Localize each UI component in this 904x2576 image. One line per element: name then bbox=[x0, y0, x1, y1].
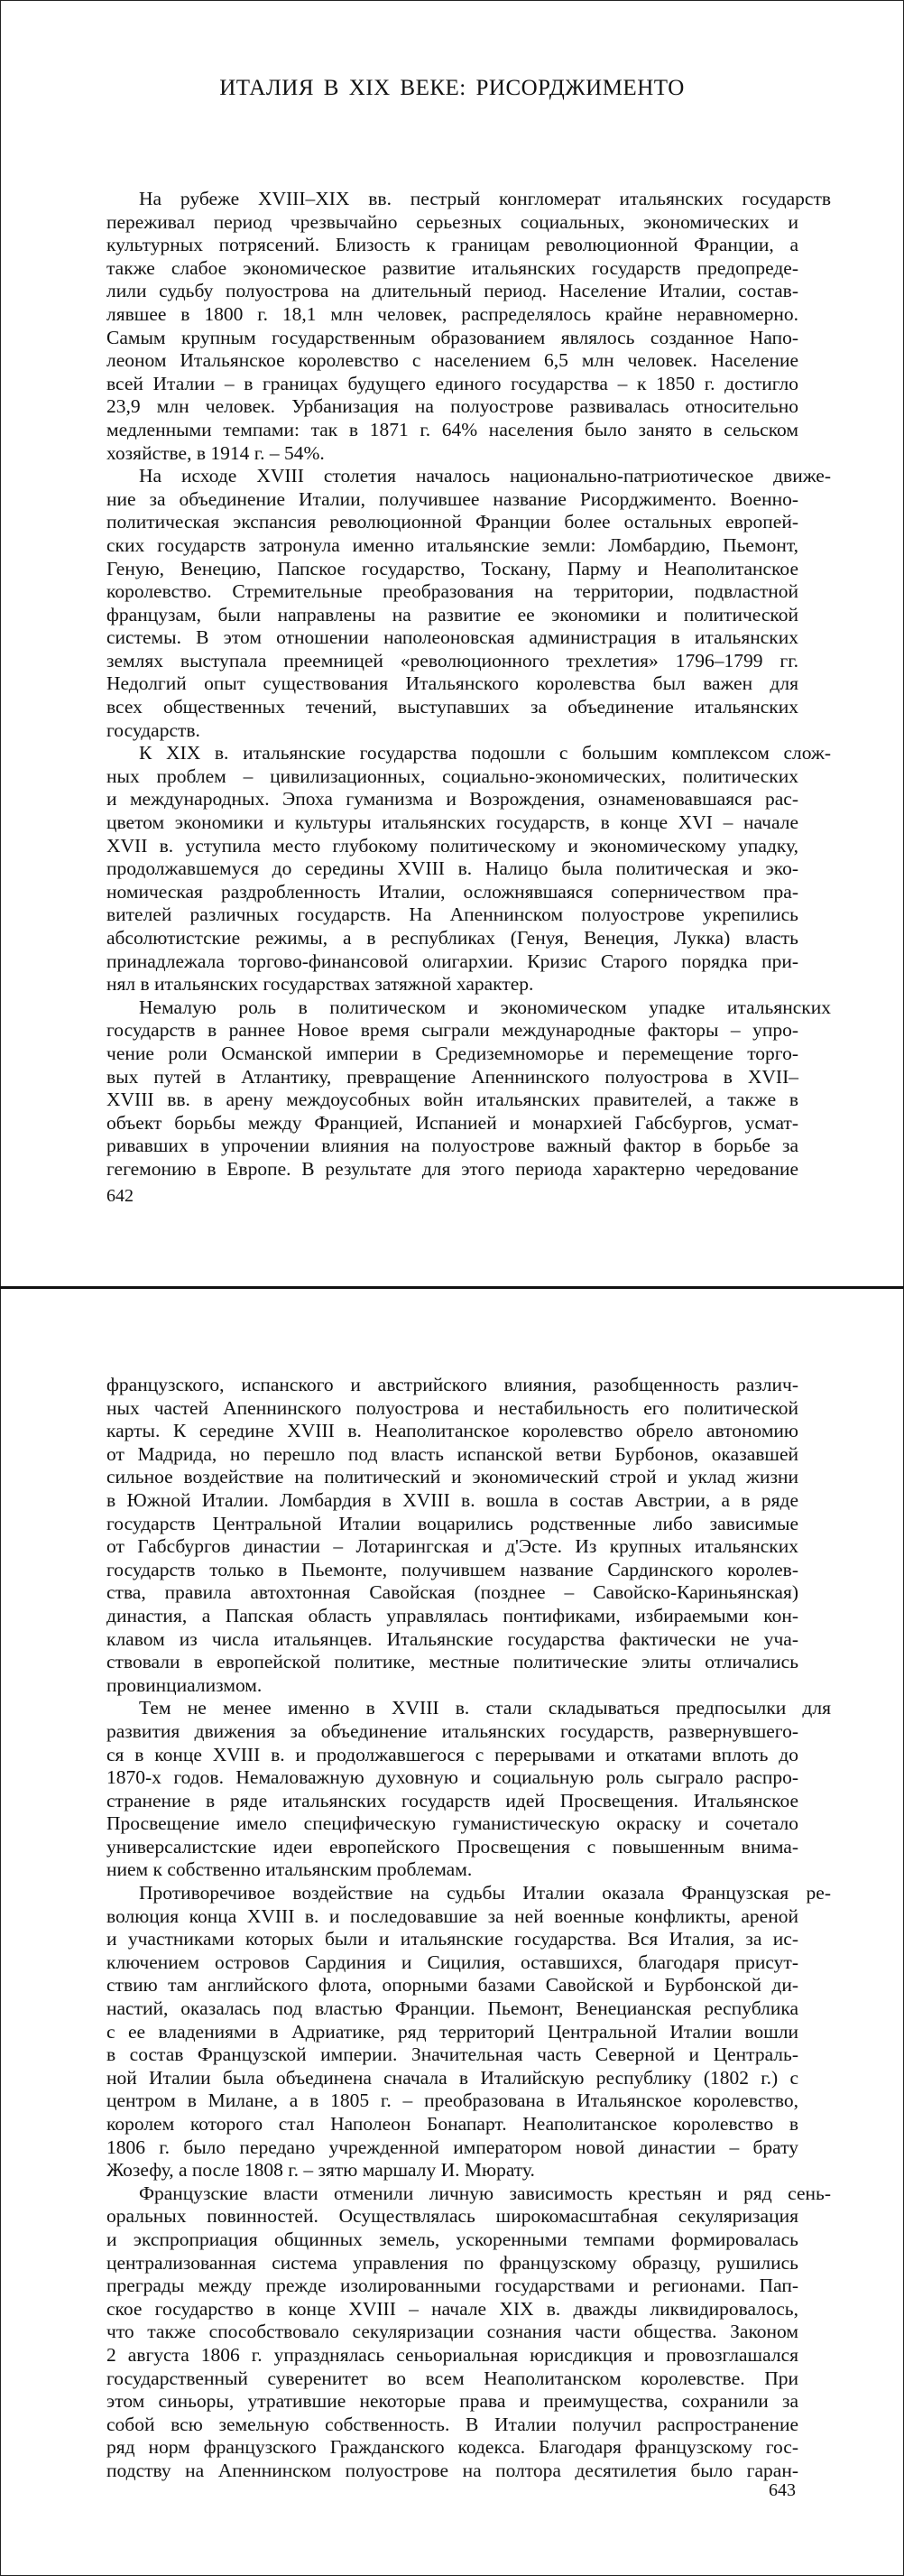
text-line: переживал период чрезвычайно серьезных социальных, экономических и bbox=[106, 210, 798, 233]
text-line: настий, оказалась под властью Франции. Пьемонт, Венецианская республика bbox=[106, 1997, 798, 2020]
text-line: абсолютистские режимы, а в республиках (Генуя, Венеция, Лукка) власть bbox=[106, 927, 798, 949]
text-line: странение в ряде итальянских государств идей Просвещения. Итальянское bbox=[106, 1789, 798, 1812]
text-line: Тем не менее именно в XVIII в. стали складываться предпосылки для bbox=[139, 1697, 831, 1719]
text-line: Недолгий опыт существования Итальянского королевства был важен для bbox=[106, 672, 798, 695]
text-line: цветом экономики и культуры итальянских государств, в конце XVI – начале bbox=[106, 811, 798, 834]
text-line: 23,9 млн человек. Урбанизация на полуострове развивалась относительно bbox=[106, 395, 798, 418]
text-line: лявшее в 1800 г. 18,1 млн человек, распределялось крайне неравномерно. bbox=[106, 302, 798, 325]
text-line: королевство. Стремительные преобразования на территории, подвластной bbox=[106, 580, 798, 603]
text-line: чение роли Османской империи в Средиземноморье и перемещение торго- bbox=[106, 1042, 798, 1064]
text-line: оральных повинностей. Осуществлялась широкомасштабная секуляризация bbox=[106, 2205, 798, 2228]
text-line: государственный суверенитет во всем Неаполитанском королевстве. При bbox=[106, 2367, 798, 2389]
text-line: преграды между прежде изолированными государствами и регионами. Пап- bbox=[106, 2275, 798, 2297]
text-line: ных проблем – цивилизационных, социально-экономических, политических bbox=[106, 764, 798, 787]
text-line: волюция конца XVIII в. и последовавшие за ней военные конфликты, ареной bbox=[106, 1904, 798, 1927]
text-line: вых путей в Атлантику, превращение Апеннинского полуострова в XVII– bbox=[106, 1065, 798, 1088]
text-line: ское государство в конце XVIII – начале XIX в. дважды ликвидировалось, bbox=[106, 2297, 798, 2320]
text-line: ключением островов Сардиния и Сицилия, оставшихся, благодаря присут- bbox=[106, 1951, 798, 1973]
text-line: вителей различных государств. На Апеннинском полуострове укрепились bbox=[106, 903, 798, 926]
text-line: Противоречивое воздействие на судьбы Италии оказала Французская ре- bbox=[139, 1882, 831, 1904]
text-line: объект борьбы между Францией, Испанией и монархией Габсбургов, усмат- bbox=[106, 1111, 798, 1134]
text-line: французского, испанского и австрийского влияния, разобщенность различ- bbox=[106, 1374, 798, 1395]
text-line: централизованная система управления по французскому образцу, рушились bbox=[106, 2251, 798, 2274]
text-line: центром в Милане, а в 1805 г. – преобразована в Итальянское королевство, bbox=[106, 2090, 798, 2112]
page-number: 642 bbox=[106, 1186, 134, 1206]
text-line: государств в раннее Новое время сыграли международные факторы – упро- bbox=[106, 1019, 798, 1042]
text-line: принадлежала торгово-финансовой олигархии. Кризис Старого порядка при- bbox=[106, 950, 798, 972]
text-line: от Мадрида, но перешло под власть испанской ветви Бурбонов, оказавшей bbox=[106, 1442, 798, 1465]
text-line: К XIX в. итальянские государства подошли с большим комплексом слож- bbox=[139, 742, 831, 764]
text-line: На исходе XVIII столетия началось национально-патриотическое движе- bbox=[139, 465, 831, 487]
text-line: династия, а Папская область управлялась понтификами, избираемыми кон- bbox=[106, 1604, 798, 1626]
text-line: ствовали в европейской политике, местные политические элиты отличались bbox=[106, 1651, 798, 1673]
text-line: Жозефу, а после 1808 г. – зятю маршалу И. Мюрату. bbox=[106, 2159, 535, 2182]
text-line: государств Центральной Италии воцарились родственные либо зависимые bbox=[106, 1512, 798, 1534]
text-line: культурных потрясений. Близость к границам революционной Франции, а bbox=[106, 234, 798, 256]
text-line: землях выступала преемницей «революционного трехлетия» 1796–1799 гг. bbox=[106, 649, 798, 672]
text-line: ние за объединение Италии, получившее название Рисорджименто. Военно- bbox=[106, 487, 798, 510]
text-line: ривавших в упрочении влияния на полуострове важный фактор в борьбе за bbox=[106, 1135, 798, 1157]
text-line: Французские власти отменили личную зависимость крестьян и ряд сень- bbox=[139, 2182, 831, 2204]
text-line: с ее владениями в Адриатике, ряд территорий Центральной Италии вошли bbox=[106, 2020, 798, 2043]
text-line: провинциализмом. bbox=[106, 1673, 263, 1696]
text-line: и экспроприация общинных земель, ускоренными темпами формировалась bbox=[106, 2228, 798, 2250]
text-line: французам, были направлены на развитие ее экономики и политической bbox=[106, 603, 798, 625]
text-column bbox=[106, 188, 831, 1181]
text-line: политическая экспансия революционной Франции более остальных европей- bbox=[106, 511, 798, 533]
text-line: карты. К середине XVIII в. Неаполитанское королевство обрело автономию bbox=[106, 1420, 798, 1442]
text-line: ся в конце XVIII в. и продолжавшегося с перерывами и откатами вплоть до bbox=[106, 1743, 798, 1765]
text-line: также слабое экономическое развитие итальянских государств предопреде- bbox=[106, 256, 798, 279]
text-line: развития движения за объединение итальянских государств, развернувшего- bbox=[106, 1719, 798, 1742]
page-643 bbox=[0, 1289, 904, 2576]
text-line: от Габсбургов династии – Лотарингская и д'Эсте. Из крупных итальянских bbox=[106, 1535, 798, 1558]
text-line: Геную, Венецию, Папское государство, Тоскану, Парму и Неаполитанское bbox=[106, 557, 798, 579]
text-line: 2 августа 1806 г. упразднялась сеньориальная юрисдикция и провозглашался bbox=[106, 2343, 798, 2366]
text-line: всей Италии – в границах будущего единого государства – к 1850 г. достигло bbox=[106, 372, 798, 394]
text-line: универсалистские идеи европейского Просвещения с повышенным внима- bbox=[106, 1835, 798, 1858]
text-line: ных частей Апеннинского полуострова и нестабильность его политической bbox=[106, 1396, 798, 1419]
text-line: ствию там английского флота, опорными базами Савойской и Бурбонской ди- bbox=[106, 1974, 798, 1997]
text-column bbox=[106, 1374, 831, 2483]
text-line: нял в итальянских государствах затяжной характер. bbox=[106, 973, 534, 996]
text-line: сильное воздействие на политический и экономический строй и уклад жизни bbox=[106, 1466, 798, 1488]
text-line: государств. bbox=[106, 718, 200, 741]
text-line: номическая раздробленность Италии, осложнявшаяся соперничеством пра- bbox=[106, 880, 798, 903]
text-line: системы. В этом отношении наполеоновская администрация в итальянских bbox=[106, 626, 798, 649]
page-number: 643 bbox=[769, 2480, 796, 2500]
text-line: собой всю земельную собственность. В Италии получил распространение bbox=[106, 2413, 798, 2435]
text-line: Немалую роль в политическом и экономическом упадке итальянских bbox=[139, 996, 831, 1018]
text-line: Самым крупным государственным образованием являлось созданное Напо- bbox=[106, 326, 798, 348]
text-line: XVII в. уступила место глубокому политическому и экономическому упадку, bbox=[106, 834, 798, 857]
text-line: лили судьбу полуострова на длительный период. Население Италии, состав- bbox=[106, 280, 798, 302]
chapter-title: ИТАЛИЯ В XIX ВЕКЕ: РИСОРДЖИМЕНТО bbox=[219, 76, 685, 100]
text-line: ряд норм французского Гражданского кодекса. Благодаря французскому гос- bbox=[106, 2436, 798, 2459]
text-line: клавом из числа итальянцев. Итальянские государства фактически не уча- bbox=[106, 1627, 798, 1650]
text-line: всех общественных течений, выступавших за объединение итальянских bbox=[106, 696, 798, 718]
text-line: и международных. Эпоха гуманизма и Возрождения, ознаменовавшаяся рас- bbox=[106, 788, 798, 811]
text-line: 1870-х годов. Немаловажную духовную и социальную роль сыграло распро- bbox=[106, 1766, 798, 1789]
text-line: гегемонию в Европе. В результате для этого периода характерно чередование bbox=[106, 1157, 798, 1180]
text-line: что также способствовало секуляризации сознания части общества. Законом bbox=[106, 2321, 798, 2343]
text-line: 1806 г. было передано учрежденной императором новой династии – брату bbox=[106, 2136, 798, 2158]
text-line: медленными темпами: так в 1871 г. 64% населения было занято в сельском bbox=[106, 418, 798, 440]
page-642 bbox=[0, 0, 904, 1287]
text-line: хозяйстве, в 1914 г. – 54%. bbox=[106, 441, 325, 464]
text-line: На рубеже XVIII–XIX вв. пестрый конгломерат итальянских государств bbox=[139, 188, 831, 209]
text-line: в состав Французской империи. Значительная часть Северной и Централь- bbox=[106, 2043, 798, 2066]
text-line: XVIII вв. в арену междоусобных войн итальянских правителей, а также в bbox=[106, 1089, 798, 1111]
text-line: ских государств затронула именно итальянские земли: Ломбардию, Пьемонт, bbox=[106, 533, 798, 556]
text-line: в Южной Италии. Ломбардия в XVIII в. вошла в состав Австрии, а в ряде bbox=[106, 1488, 798, 1511]
text-line: Просвещение имело специфическую гуманистическую окраску и сочетало bbox=[106, 1812, 798, 1835]
text-line: подству на Апеннинском полуострове на полтора десятилетия было гаран- bbox=[106, 2459, 798, 2481]
text-line: ной Италии была объединена сначала в Италийскую республику (1802 г.) с bbox=[106, 2066, 798, 2089]
text-line: государств только в Пьемонте, получившем название Сардинского королев- bbox=[106, 1558, 798, 1580]
text-line: и участниками которых были и итальянские государства. Вся Италия, за ис- bbox=[106, 1928, 798, 1951]
text-line: продолжавшемуся до середины XVIII в. Налицо была политическая и эко- bbox=[106, 857, 798, 880]
text-line: леоном Итальянское королевство с населением 6,5 млн человек. Население bbox=[106, 349, 798, 372]
text-line: королем которого стал Наполеон Бонапарт. Неаполитанское королевство в bbox=[106, 2113, 798, 2135]
text-line: нием к собственно итальянским проблемам. bbox=[106, 1858, 473, 1881]
text-line: ства, правила автохтонная Савойская (позднее – Савойско-Кариньянская) bbox=[106, 1581, 798, 1604]
text-line: этом синьоры, утратившие некоторые права и преимущества, сохранили за bbox=[106, 2390, 798, 2413]
